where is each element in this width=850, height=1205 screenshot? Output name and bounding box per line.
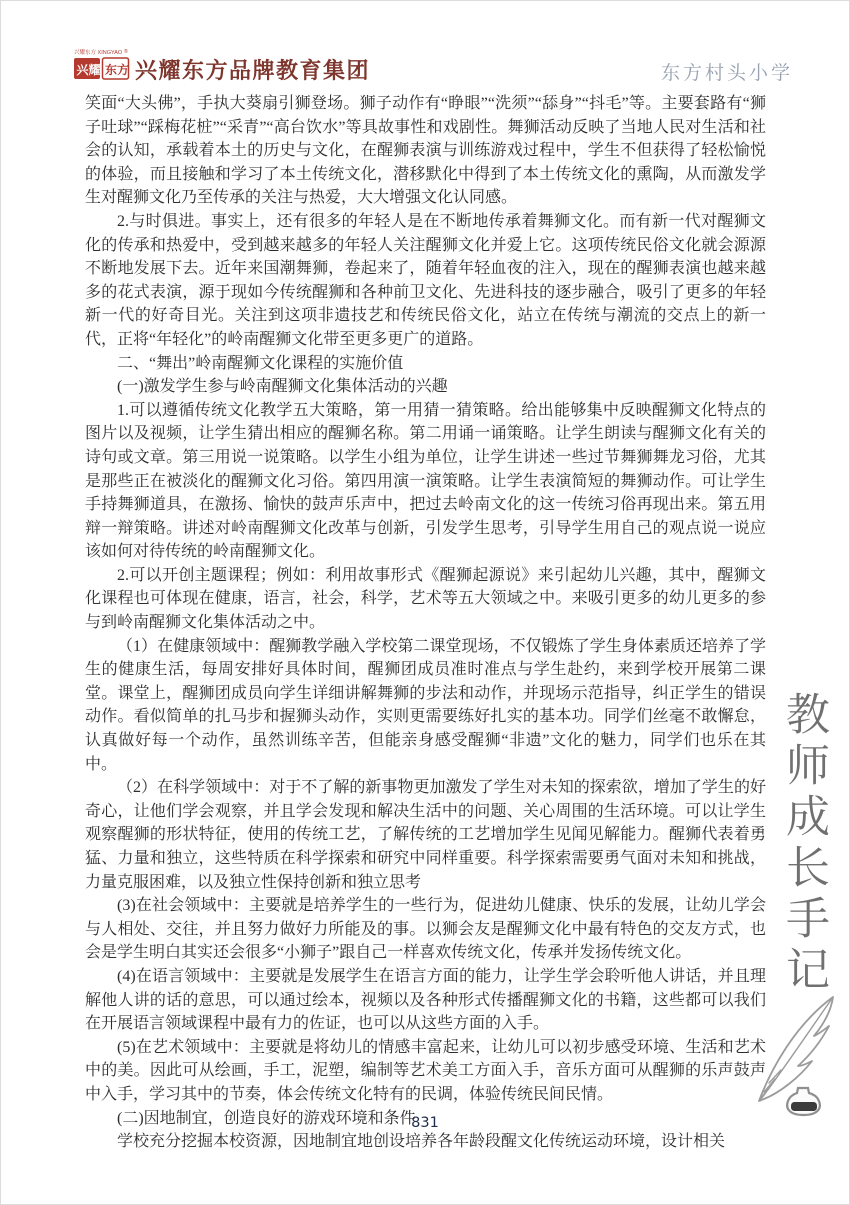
paragraph-lion-dance-intro: 笑面“大头佛”，手执大葵扇引狮登场。狮子动作有“睁眼”“洗须”“舔身”“抖毛”等。主要套路有“狮子吐球”“踩梅花桩”“采青”“高台饮水”等具故事性和戏剧性。舞狮活动反映了当地人民对生活和社会的认知，承载着本土的历史与文化，在醒狮表演与训练游戏过程中，学生不但获得了轻松愉悦的体验，而且接触和学习了本土传统文化，潜移默化中得到了本土传统文化的熏陶，从而激发学生对醒狮文化乃至传承的关注与热爱，大大增强文化认同感。 <box>85 95 766 207</box>
paragraph-keep-pace: 2.与时俱进。事实上，还有很多的年轻人是在不断地传承着舞狮文化。而有新一代对醒狮文化的传承和热爱中，受到越来越多的年轻人关注醒狮文化并爱上它。这项传统民俗文化就会源源不断地发展下去。近年来国潮舞狮，卷起来了，随着年轻血夜的注入，现在的醒狮表演也越来越多的花式表演，源于现如今传统醒狮和各种前卫文化、先进科技的逐步融合，吸引了更多的年轻新一代的好奇目光。关注到这项非遗技艺和传统民俗文化，站立在传统与潮流的交点上的新一代，正将“年轻化”的岭南醒狮文化带至更多更广的道路。 <box>85 212 766 348</box>
paragraph-school-resources: 学校充分挖掘本校资源，因地制宜地创设培养各年龄段醒文化传统运动环境，设计相关 <box>117 1133 726 1151</box>
section-heading: 二、“舞出”岭南醒狮文化课程的实施价值 <box>117 354 404 372</box>
brand-seal-icon <box>73 47 131 91</box>
document-body <box>85 92 766 1154</box>
logo-seal-right-text: 东方 <box>105 63 130 77</box>
logo-seal-left-text: 兴耀 <box>76 63 101 77</box>
paragraph-art-domain: (5)在艺术领域中：主要就是将幼儿的情感丰富起来，让幼儿可以初步感受环境、生活和艺术中的美。因此可从绘画，手工，泥塑，编制等艺术美工方面入手，音乐方面可从醒狮的乐声鼓声中入手，学习其中的节奏，体会传统文化特有的民调，体验传统民间民情。 <box>85 1038 766 1103</box>
page-footer <box>1 1115 849 1131</box>
subsection-heading: (二)因地制宜，创造良好的游戏环境和条件 <box>117 1109 416 1127</box>
subsection-heading: (一)激发学生参与岭南醒狮文化集体活动的兴趣 <box>117 378 448 396</box>
quill-ink-illustration <box>741 991 847 1129</box>
org-title: 兴耀东方品牌教育集团 <box>135 58 371 83</box>
paragraph-five-strategies: 1.可以遵循传统文化教学五大策略，第一用猜一猜策略。给出能够集中反映醒狮文化特点的图片以及视频，让学生猜出相应的醒狮名称。第二用诵一诵策略。让学生朗读与醒狮文化有关的诗句或文章。第三用说一说策略。以学生小组为单位，让学生讲述一些过节舞狮舞龙习俗，尤其是那些正在被淡化的醒狮文化习俗。第四用演一演策略。让学生表演简短的舞狮动作。可让学生手持舞狮道具，在激扬、愉快的鼓声乐声中，把过去岭南文化的这一传统习俗再现出来。第五用辩一辩策略。讲述对岭南醒狮文化改革与创新，引发学生思考，引导学生用自己的观点说一说应该如何对待传统的岭南醒狮文化。 <box>85 401 766 561</box>
brand-logo-seal <box>73 47 131 91</box>
paragraph-health-domain: （1）在健康领域中：醒狮教学融入学校第二课堂现场，不仅锻炼了学生身体素质还培养了学生的健康生活，每周安排好具体时间，醒狮团成员准时准点与学生赴约，来到学校开展第二课堂。课堂上，醒狮团成员向学生详细讲解舞狮的步法和动作，并现场示范指导，纠正学生的错误动作。看似简单的扎马步和握狮头动作，实则更需要练好扎实的基本功。同学们丝毫不敢懈怠，认真做好每一个动作，虽然训练辛苦，但能亲身感受醒狮“非遗”文化的魅力，同学们也乐在其中。 <box>85 637 766 773</box>
quill-pen-icon <box>741 991 847 1129</box>
logo-registered-mark: ® <box>124 49 128 55</box>
paragraph-science-domain: （2）在科学领域中：对于不了解的新事物更加激发了学生对未知的探索欲，增加了学生的好奇心，让他们学会观察，并且学会发现和解决生活中的问题、关心周围的生活环境。可以让学生观察醒狮的形状特征，使用的传统工艺，了解传统的工艺增加学生见闻见解能力。醒狮代表着勇猛、力量和独立，这些特质在科学探索和研究中同样重要。科学探索需要勇气面对未知和挑战，力量克服困难，以及独立性保持创新和独立思考 <box>85 779 766 891</box>
ink-pot-icon <box>787 1088 820 1115</box>
margin-calligraphy-title: 教师成长手记 <box>778 691 829 997</box>
logo-top-text: 兴耀东方 XINGYAO <box>74 50 123 56</box>
paragraph-language-domain: (4)在语言领域中：主要就是发展学生在语言方面的能力，让学生学会聆听他人讲话，并且理解他人讲的话的意思，可以通过绘本，视频以及各种形式传播醒狮文化的书籍，这些都可以我们在开展语言领域课程中最有力的佐证，也可以从这些方面的入手。 <box>85 967 766 1033</box>
school-title: 东方村头小学 <box>660 63 793 84</box>
paragraph-social-domain: (3)在社会领域中：主要就是培养学生的一些行为，促进幼儿健康、快乐的发展，让幼儿学会与人相处、交往，并且努力做好力所能及的事。以狮会友是醒狮文化中最有特色的交友方式，也会是学生明白其实还会很多“小狮子”跟自己一样喜欢传统文化，传承并发扬传统文化。 <box>85 897 766 962</box>
paragraph-theme-course: 2.可以开创主题课程；例如：利用故事形式《醒狮起源说》来引起幼儿兴趣，其中，醒狮文化课程也可体现在健康，语言，社会，科学，艺术等五大领域之中。来吸引更多的幼儿更多的参与到岭南醒狮文化集体活动之中。 <box>85 566 766 632</box>
page-number: 831 <box>411 1115 439 1131</box>
